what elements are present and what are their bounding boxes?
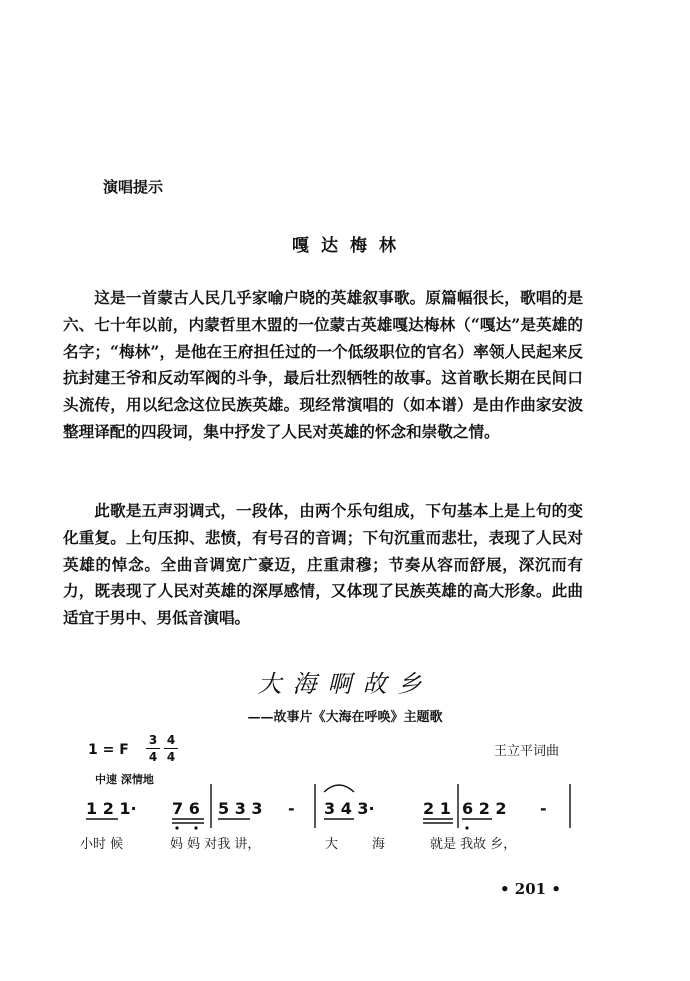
song-subtitle: ——故事片《大海在呼唤》主题歌	[247, 710, 443, 725]
dot-below-6b	[465, 826, 468, 829]
notes-m1b: 7 6	[172, 799, 200, 818]
notes-dash-1: -	[288, 799, 295, 818]
notes-m3a: 3 4 3·	[324, 799, 375, 818]
lyric-4: 海	[372, 837, 386, 852]
notes-m4a: 6 2 2	[462, 799, 507, 818]
key-signature: 1 = F	[88, 742, 129, 758]
dot-below-7	[175, 826, 178, 829]
song-title: 大海啊故乡	[257, 670, 433, 698]
notes-dash-2: -	[540, 799, 547, 818]
time-signature-2-bar	[164, 748, 178, 749]
notes-m2a: 5 3 3	[218, 799, 263, 818]
lyric-5: 就是 我故 乡，	[430, 837, 517, 852]
lyric-3: 大	[325, 837, 339, 852]
paragraph-1	[63, 285, 583, 446]
lyric-2: 妈 妈 对我 讲，	[170, 837, 261, 852]
jianpu-notation	[80, 776, 600, 856]
time-signature-1	[146, 733, 160, 764]
fermata-arc	[324, 785, 354, 792]
paragraph-2	[63, 498, 583, 632]
composer-credit: 王立平词曲	[494, 744, 560, 759]
time-signature-1-denominator: 4	[148, 750, 158, 764]
notes-m1a: 1 2 1·	[86, 799, 137, 818]
notes-m3b: 2 1	[423, 799, 451, 818]
paragraph-1-text: 这是一首蒙古人民几乎家喻户晓的英雄叙事歌。原篇幅很长，歌唱的是六、七十年以前，内蒙哲里木盟的一位蒙古英雄嘎达梅林（“嘎达”是英雄的名字；“梅林”，是他在王府担任过的一个低级职位的官名）率领人民起来反抗封建王爷和反动军阀的斗争，最后壮烈牺牲的故事。这首歌长期在民间口头流传，用以纪念这位民族英雄。现经常演唱的（如本谱）是由作曲家安波整理译配的四段词，集中抒发了人民对英雄的怀念和崇敬之情。	[63, 288, 583, 441]
section-label: 演唱提示	[103, 178, 164, 196]
page-number: • 201 •	[500, 880, 561, 898]
lyric-1: 小时 候	[80, 837, 124, 852]
time-signature-1-numerator: 3	[148, 733, 158, 747]
paragraph-2-text: 此歌是五声羽调式，一段体，由两个乐句组成，下句基本上是上句的变化重复。上句压抑、悲愤，有号召的音调；下句沉重而悲壮，表现了人民对英雄的悼念。全曲音调宽广豪迈，庄重肃穆；节奏从容而舒展，深沉而有力，既表现了人民对英雄的深厚感情，又体现了民族英雄的高大形象。此曲适宜于男中、男低音演唱。	[63, 501, 583, 628]
time-signature-1-bar	[146, 748, 160, 749]
time-signature-2-denominator: 4	[166, 750, 176, 764]
time-signature-2	[164, 733, 178, 764]
tempo-marking: 中速 深情地	[95, 773, 154, 786]
time-signature-2-numerator: 4	[166, 733, 176, 747]
article-title: 嘎达梅林	[292, 236, 408, 256]
dot-below-6	[194, 826, 197, 829]
